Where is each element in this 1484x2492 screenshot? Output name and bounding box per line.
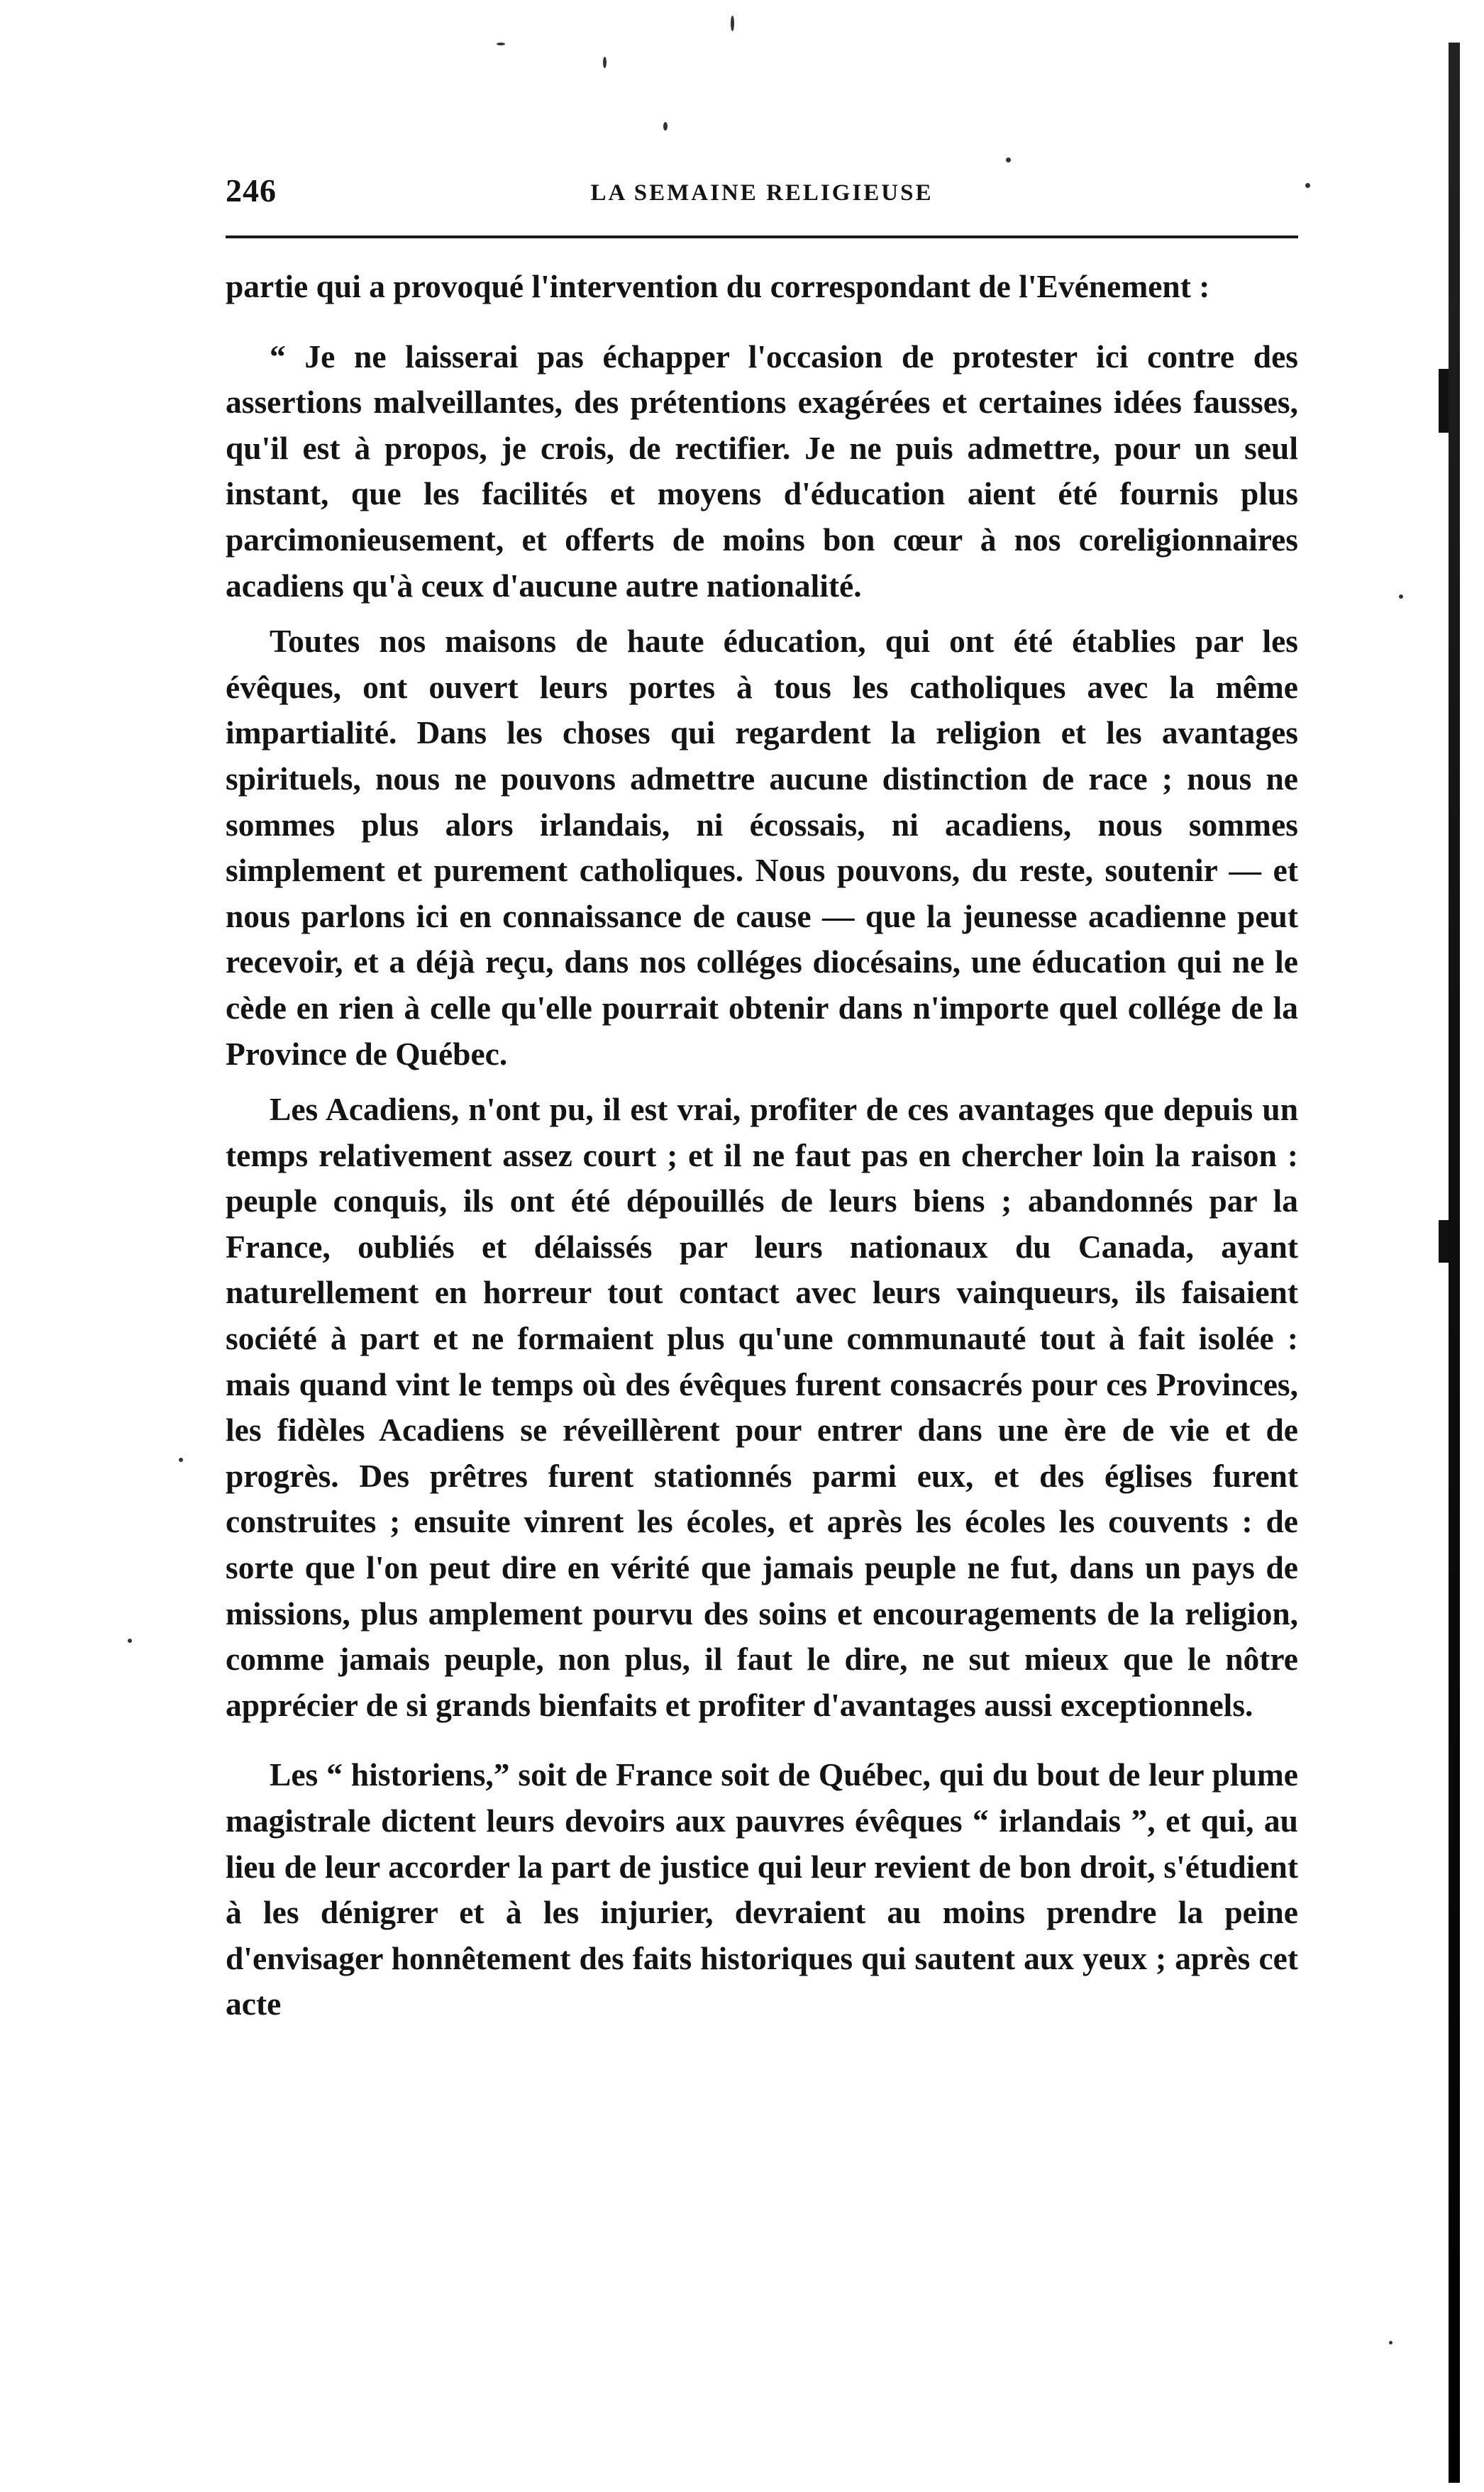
running-title: LA SEMAINE RELIGIEUSE xyxy=(590,180,934,206)
scan-speck xyxy=(663,122,668,131)
scan-speck xyxy=(179,1458,183,1462)
page-header xyxy=(226,172,1298,221)
paragraph-intro: partie qui a provoqué l'intervention du correspondant de l'Evénement : xyxy=(226,268,1210,304)
page-body xyxy=(226,264,1298,2027)
paragraph-quote-opening: “ Je ne laisserai pas échapper l'occasion de protester ici contre des assertions malveillantes, des prétentions exagérées et certaines idées fausses, qu'il est à propos, je crois, de rectifier. Je ne puis admettre, pour un seul instant, que les facilités et moyens d'éducation aient été fournis plus parcimonieusement, et offerts de moins bon cœur à nos coreligionnaires acadiens qu'à ceux d'aucune autre nationalité. xyxy=(226,338,1298,604)
paragraph-historiens: Les “ historiens,” soit de France soit de Québec, qui du bout de leur plume magistrale dictent leurs devoirs aux pauvres évêques “ irlandais ”, et qui, au lieu de leur accorder la part de justice qui leur revient de bon droit, s'étudient à les dénigrer et à les injurier, devraient au moins prendre la peine d'envisager honnêtement des faits historiques qui sautent aux yeux ; après cet acte xyxy=(226,1756,1298,2022)
scan-speck xyxy=(603,57,607,68)
scan-speck xyxy=(1006,157,1011,162)
page-edge-mark xyxy=(1439,1220,1449,1263)
paragraph-education: Toutes nos maisons de haute éducation, qui ont été établies par les évêques, ont ouvert leurs portes à tous les catholiques avec la même impartialité. Dans les choses qui regardent la religion et les avantages spirituels, nous ne pouvons admettre aucune distinction de race ; nous ne sommes plus alors irlandais, ni écossais, ni acadiens, nous sommes simplement et purement catholiques. Nous pouvons, du reste, soutenir — et nous parlons ici en connaissance de cause — que la jeunesse acadienne peut recevoir, et a déjà reçu, dans nos colléges diocésains, une éducation qui ne le cède en rien à celle qu'elle pourrait obtenir dans n'importe quel collége de la Province de Québec. xyxy=(226,623,1298,1072)
scan-speck xyxy=(1305,183,1310,188)
scan-speck xyxy=(1399,594,1403,599)
scan-speck xyxy=(497,43,505,45)
page-edge-shadow xyxy=(1449,43,1460,2483)
header-rule xyxy=(226,236,1298,238)
page-edge-mark xyxy=(1439,369,1449,433)
page-number: 246 xyxy=(226,172,277,209)
scan-speck xyxy=(128,1639,132,1643)
scan-speck xyxy=(1389,2341,1392,2344)
paragraph-acadiens: Les Acadiens, n'ont pu, il est vrai, profiter de ces avantages que depuis un temps relativement assez court ; et il ne faut pas en chercher loin la raison : peuple conquis, ils ont été dépouillés de leurs biens ; abandonnés par la France, oubliés et délaissés par leurs nationaux du Canada, ayant naturellement en horreur tout contact avec leurs vainqueurs, ils faisaient société à part et ne formaient plus qu'une communauté tout à fait isolée : mais quand vint le temps où des évêques furent consacrés pour ces Provinces, les fidèles Acadiens se réveillèrent pour entrer dans une ère de vie et de progrès. Des prêtres furent stationnés parmi eux, et des églises furent construites ; ensuite vinrent les écoles, et après les écoles les couvents : de sorte que l'on peut dire en vérité que jamais peuple ne fut, dans un pays de missions, plus amplement pourvu des soins et encouragements de la religion, comme jamais peuple, non plus, il faut le dire, ne sut mieux que le nôtre apprécier de si grands bienfaits et profiter d'avantages aussi exceptionnels. xyxy=(226,1091,1298,1723)
scan-speck xyxy=(731,16,734,31)
